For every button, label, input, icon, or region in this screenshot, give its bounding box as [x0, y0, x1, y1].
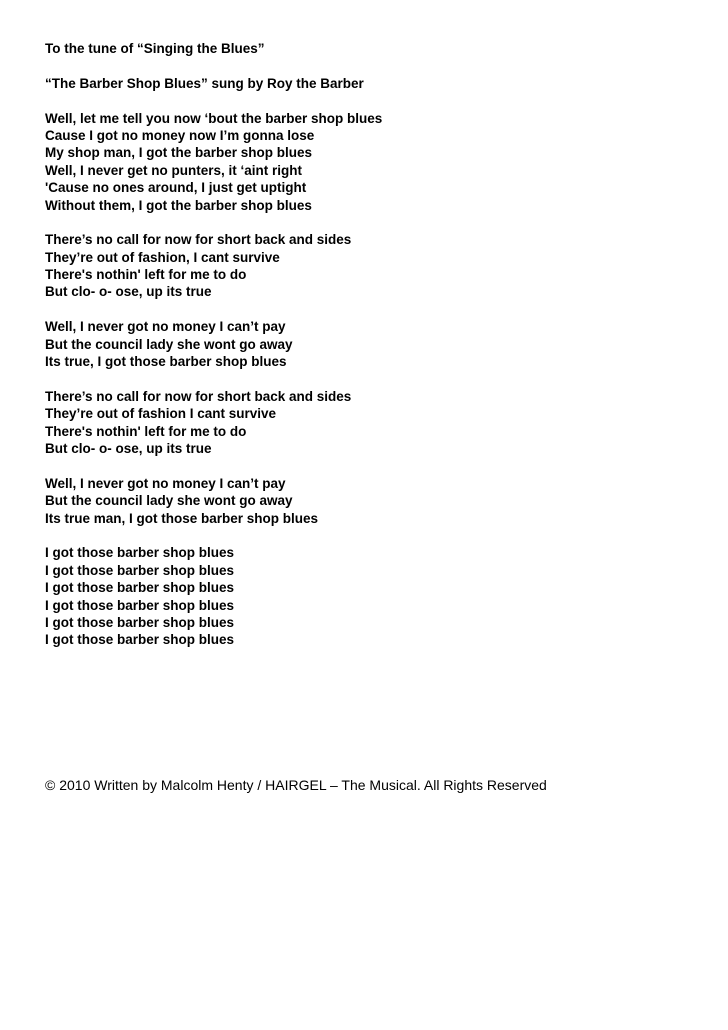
verse-6	[45, 544, 705, 648]
lyric-line: They’re out of fashion, I cant survive	[45, 249, 280, 265]
lyric-line: Cause I got no money now I’m gonna lose	[45, 127, 315, 143]
verse-4	[45, 388, 705, 458]
lyric-line: I got those barber shop blues	[45, 562, 235, 578]
lyric-line: My shop man, I got the barber shop blues	[45, 145, 313, 161]
lyric-line: I got those barber shop blues	[45, 580, 235, 596]
lyric-line: There’s no call for now for short back and sides	[45, 388, 352, 404]
lyric-line: There’s no call for now for short back and sides	[45, 232, 352, 248]
lyric-line: Well, I never got no money I can’t pay	[45, 475, 286, 491]
spacer	[45, 301, 705, 318]
copyright-footer: © 2010 Written by Malcolm Henty / HAIRGEL – The Musical. All Rights Reserved	[45, 777, 547, 793]
lyric-line: But clo- o- ose, up its true	[45, 284, 212, 300]
lyric-line: Well, I never get no punters, it ‘aint right	[45, 162, 303, 178]
lyric-line: Without them, I got the barber shop blues	[45, 197, 312, 213]
lyric-line: I got those barber shop blues	[45, 597, 235, 613]
spacer	[45, 370, 705, 387]
lyric-line: There's nothin' left for me to do	[45, 267, 247, 283]
lyric-line: Its true, I got those barber shop blues	[45, 354, 287, 370]
lyric-line: But the council lady she wont go away	[45, 336, 293, 352]
lyrics-body	[45, 40, 705, 649]
lyric-line: Well, I never got no money I can’t pay	[45, 319, 286, 335]
lyric-line: There's nothin' left for me to do	[45, 423, 247, 439]
lyric-line: Well, let me tell you now ‘bout the barber shop blues	[45, 110, 383, 126]
verse-5	[45, 475, 705, 527]
verse-1	[45, 110, 705, 214]
spacer	[45, 92, 705, 109]
verse-2	[45, 231, 705, 301]
spacer	[45, 57, 705, 74]
song-title-line: “The Barber Shop Blues” sung by Roy the Barber	[45, 75, 364, 91]
lyric-line: I got those barber shop blues	[45, 545, 235, 561]
lyric-line: Its true man, I got those barber shop blues	[45, 510, 319, 526]
lyric-line: I got those barber shop blues	[45, 614, 235, 630]
lyric-line: 'Cause no ones around, I just get uptight	[45, 180, 307, 196]
spacer	[45, 527, 705, 544]
lyric-line: I got those barber shop blues	[45, 632, 235, 648]
spacer	[45, 214, 705, 231]
spacer	[45, 457, 705, 474]
lyric-line: They’re out of fashion I cant survive	[45, 406, 277, 422]
lyric-line: But clo- o- ose, up its true	[45, 440, 212, 456]
lyric-line: But the council lady she wont go away	[45, 493, 293, 509]
tune-line: To the tune of “Singing the Blues”	[45, 41, 265, 56]
verse-3	[45, 318, 705, 370]
